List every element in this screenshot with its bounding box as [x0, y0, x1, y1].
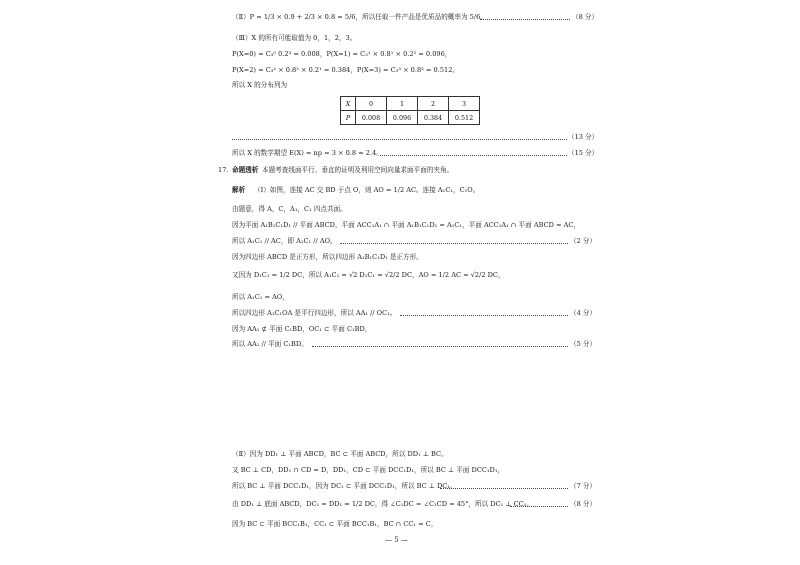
line-expectation: 所以 X 的数学期望 E(X) = np = 3 × 0.8 = 2.4。	[232, 149, 383, 157]
line-bc-perp-dc1: 所以 BC ⊥ 平面 DCC₁D₁，因为 DC₁ ⊂ 平面 DCC₁D₁，所以 BC ⊥ DC₁。	[232, 482, 457, 490]
line-parallel-planes: 因为平面 A₁B₁C₁D₁ // 平面 ABCD，平面 ACC₁A₁ ∩ 平面 A₁B₁C₁D₁ = A₁C₁，平面 ACC₁A₁ ∩ 平面 ABCD = AC，	[232, 221, 581, 229]
line-part3-values: （Ⅲ）X 的所有可能取值为 0，1，2，3。	[232, 34, 357, 42]
question-number: 17.	[218, 166, 229, 174]
line-bc-in-plane: 因为 BC ⊂ 平面 BCC₁B₁，CC₁ ⊂ 平面 BCC₁B₁，BC ∩ CC₁ = C，	[232, 520, 438, 528]
solution-label: 解析	[232, 186, 246, 194]
line-coplanar: 由题意，得 A，C，A₁，C₁ 四点共面。	[232, 205, 347, 213]
score-2: （2 分）	[570, 237, 597, 245]
table-cell: X	[341, 97, 356, 111]
line-parallelogram: 所以四边形 A₁C₁OA 是平行四边形，所以 AA₁ // OC₁。	[232, 309, 397, 317]
leader-dots	[510, 506, 568, 507]
leader-dots	[380, 155, 567, 156]
line-square: 因为四边形 ABCD 是正方形，所以四边形 A₁B₁C₁D₁ 是正方形。	[232, 253, 423, 261]
score-5: （5 分）	[570, 340, 597, 348]
score-15: （15 分）	[568, 149, 599, 157]
leader-dots	[312, 346, 568, 347]
score-8-a: （8 分）	[572, 13, 599, 21]
score-13: （13 分）	[568, 133, 599, 141]
line-part2-probability: （Ⅱ）P = 1/3 × 0.9 + 2/3 × 0.8 = 5/6，所以任取一件产品是优质品的概率为 5/6。	[232, 13, 487, 21]
table-cell: 1	[387, 97, 418, 111]
table-header-row	[341, 97, 480, 111]
table-cell: 2	[418, 97, 449, 111]
line-a1c1-parallel: 所以 A₁C₁ // AC，即 A₁C₁ // AO。	[232, 237, 337, 245]
table-cell: 0.512	[449, 111, 480, 125]
score-8-b: （8 分）	[570, 500, 597, 508]
table-cell: 0.096	[387, 111, 418, 125]
line-not-in-plane: 因为 AA₁ ⊄ 平面 C₁BD，OC₁ ⊂ 平面 C₁BD，	[232, 325, 372, 333]
score-4: （4 分）	[570, 309, 597, 317]
line-conclusion-1: 所以 AA₁ // 平面 C₁BD。	[232, 340, 308, 348]
solution-text: （Ⅰ）如图，连接 AC 交 BD 于点 O，则 AO = 1/2 AC。连接 A₁C₁，C₁O。	[254, 186, 480, 194]
leader-dots	[340, 243, 568, 244]
table-row	[341, 111, 480, 125]
score-7: （7 分）	[570, 482, 597, 490]
leader-dots	[400, 315, 568, 316]
line-px0-px1: P(X=0) = C₃⁰ 0.2³ = 0.008，P(X=1) = C₃¹ × 0.8¹ × 0.2² = 0.096，	[232, 50, 452, 58]
line-distribution-intro: 所以 X 的分布列为	[232, 81, 288, 89]
line-angle-45: 由 DD₁ ⊥ 底面 ABCD，DC₁ = DD₁ = 1/2 DC，得 ∠C₁DC = ∠C₁CD = 45°，所以 DC₁ ⊥ CC₁。	[232, 500, 533, 508]
distribution-table	[340, 96, 480, 125]
table-cell: 3	[449, 97, 480, 111]
table-cell: 0.384	[418, 111, 449, 125]
line-lengths: 又因为 D₁C₁ = 1/2 DC，所以 A₁C₁ = √2 D₁C₁ = √2/2 DC，AO = 1/2 AC = √2/2 DC，	[232, 271, 505, 279]
intent-label: 命题透析	[232, 166, 259, 174]
leader-dots	[232, 139, 567, 140]
line-px2-px3: P(X=2) = C₃² × 0.8² × 0.2¹ = 0.384，P(X=3) = C₃³ × 0.8³ = 0.512。	[232, 66, 460, 74]
page-number: — 5 —	[385, 536, 408, 544]
table-cell: 0.008	[356, 111, 387, 125]
intent-text: 本题考查线面平行、垂直的证明及利用空间向量求面平面的夹角。	[262, 166, 454, 174]
line-bc-perp-cd: 又 BC ⊥ CD，DD₁ ∩ CD = D，DD₁，CD ⊂ 平面 DCC₁D₁，所以 BC ⊥ 平面 DCC₁D₁，	[232, 466, 505, 474]
line-a1c1-equals-ao: 所以 A₁C₁ = AO，	[232, 293, 289, 301]
leader-dots	[440, 488, 568, 489]
table-cell: 0	[356, 97, 387, 111]
table-cell: P	[341, 111, 356, 125]
line-part2-start: （Ⅱ）因为 DD₁ ⊥ 平面 ABCD，BC ⊂ 平面 ABCD，所以 DD₁ ⊥ BC。	[232, 450, 448, 458]
leader-dots	[480, 19, 570, 20]
